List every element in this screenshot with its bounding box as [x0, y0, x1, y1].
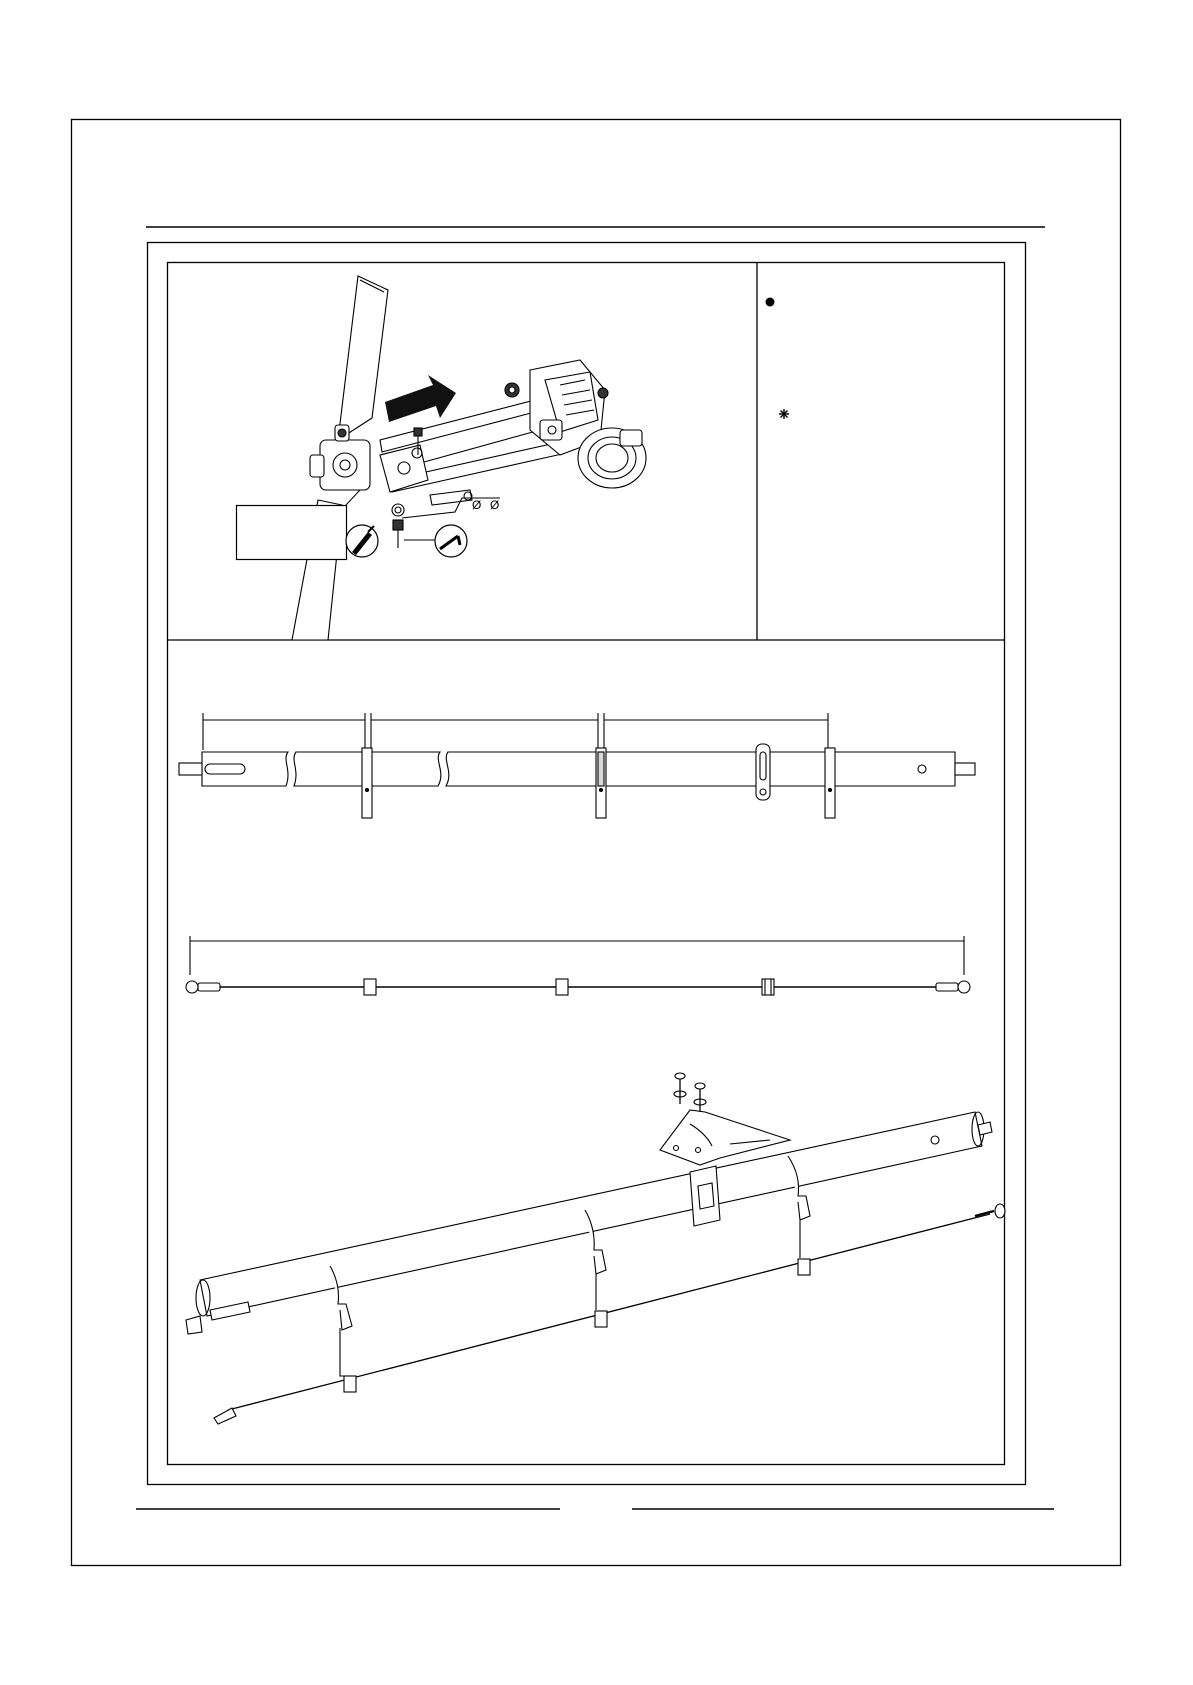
- diameter-symbol: Ø: [490, 498, 500, 512]
- diameter-symbol: Ø: [472, 498, 482, 512]
- bullet-dot-icon: [766, 298, 775, 307]
- assembled-boom-illustration: [186, 1073, 1005, 1424]
- tail-boom-drawing: [179, 713, 975, 818]
- hex-key-icon: [435, 525, 467, 557]
- bullet-asterisk-icon: [779, 409, 789, 419]
- callout-box: [237, 506, 347, 560]
- control-rod-drawing: [186, 936, 970, 995]
- tail-gearbox-illustration: [292, 276, 646, 640]
- direction-arrow-icon: [385, 375, 456, 422]
- screwdriver-icon: [346, 525, 378, 557]
- page-frame: [72, 120, 1121, 1566]
